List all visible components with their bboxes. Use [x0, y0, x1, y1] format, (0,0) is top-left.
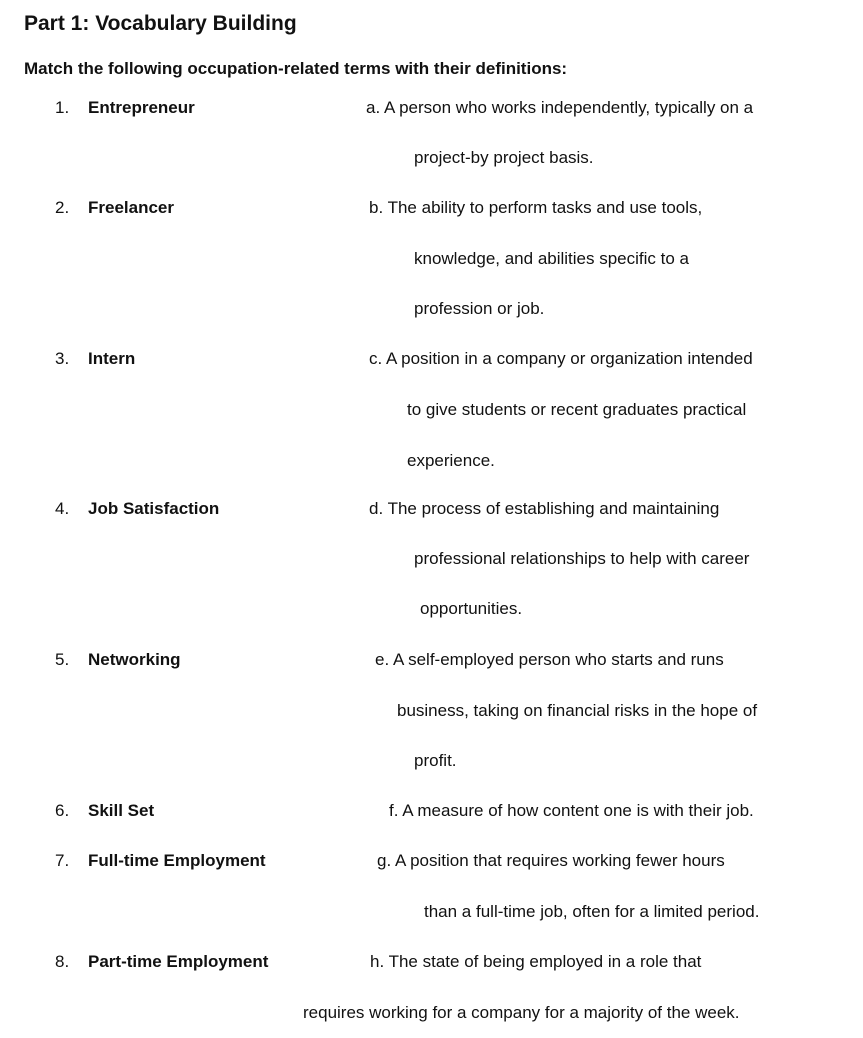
definition-line: c. A position in a company or organization intended — [369, 349, 753, 368]
definition-line: business, taking on financial risks in the hope of — [397, 701, 758, 720]
definition-line: experience. — [407, 451, 495, 470]
definition-line: e. A self-employed person who starts and runs — [375, 650, 724, 669]
definition-line: project-by project basis. — [414, 148, 594, 167]
term-number: 2. — [55, 198, 70, 217]
definition-line: a. A person who works independently, typically on a — [366, 98, 754, 117]
term-label: Part-time Employment — [88, 952, 269, 971]
term-number: 7. — [55, 851, 70, 870]
definition-line: requires working for a company for a majority of the week. — [303, 1003, 740, 1022]
definition-line: knowledge, and abilities specific to a — [414, 249, 689, 268]
definition-line: d. The process of establishing and maintaining — [369, 499, 720, 518]
term-label: Full-time Employment — [88, 851, 266, 870]
definition-line: g. A position that requires working fewer hours — [377, 851, 725, 870]
definition-line: opportunities. — [420, 599, 523, 618]
term-number: 4. — [55, 499, 70, 518]
term-label: Skill Set — [88, 801, 155, 820]
definition-line: professional relationships to help with career — [414, 549, 750, 568]
term-label: Freelancer — [88, 198, 174, 217]
definition-line: profession or job. — [414, 299, 545, 318]
definition-line: f. A measure of how content one is with their job. — [389, 801, 754, 820]
term-number: 1. — [55, 98, 70, 117]
definition-line: h. The state of being employed in a role that — [370, 952, 702, 971]
term-label: Intern — [88, 349, 136, 368]
definition-line: than a full-time job, often for a limited period. — [424, 902, 760, 921]
definition-line: to give students or recent graduates practical — [407, 400, 747, 419]
term-label: Networking — [88, 650, 181, 669]
term-label: Entrepreneur — [88, 98, 195, 117]
definition-line: profit. — [414, 751, 457, 770]
instruction-text: Match the following occupation-related terms with their definitions: — [24, 59, 568, 78]
term-number: 3. — [55, 349, 70, 368]
term-label: Job Satisfaction — [88, 499, 220, 518]
term-number: 8. — [55, 952, 70, 971]
section-title: Part 1: Vocabulary Building — [24, 12, 297, 35]
definition-line: b. The ability to perform tasks and use tools, — [369, 198, 703, 217]
term-number: 5. — [55, 650, 70, 669]
term-number: 6. — [55, 801, 70, 820]
